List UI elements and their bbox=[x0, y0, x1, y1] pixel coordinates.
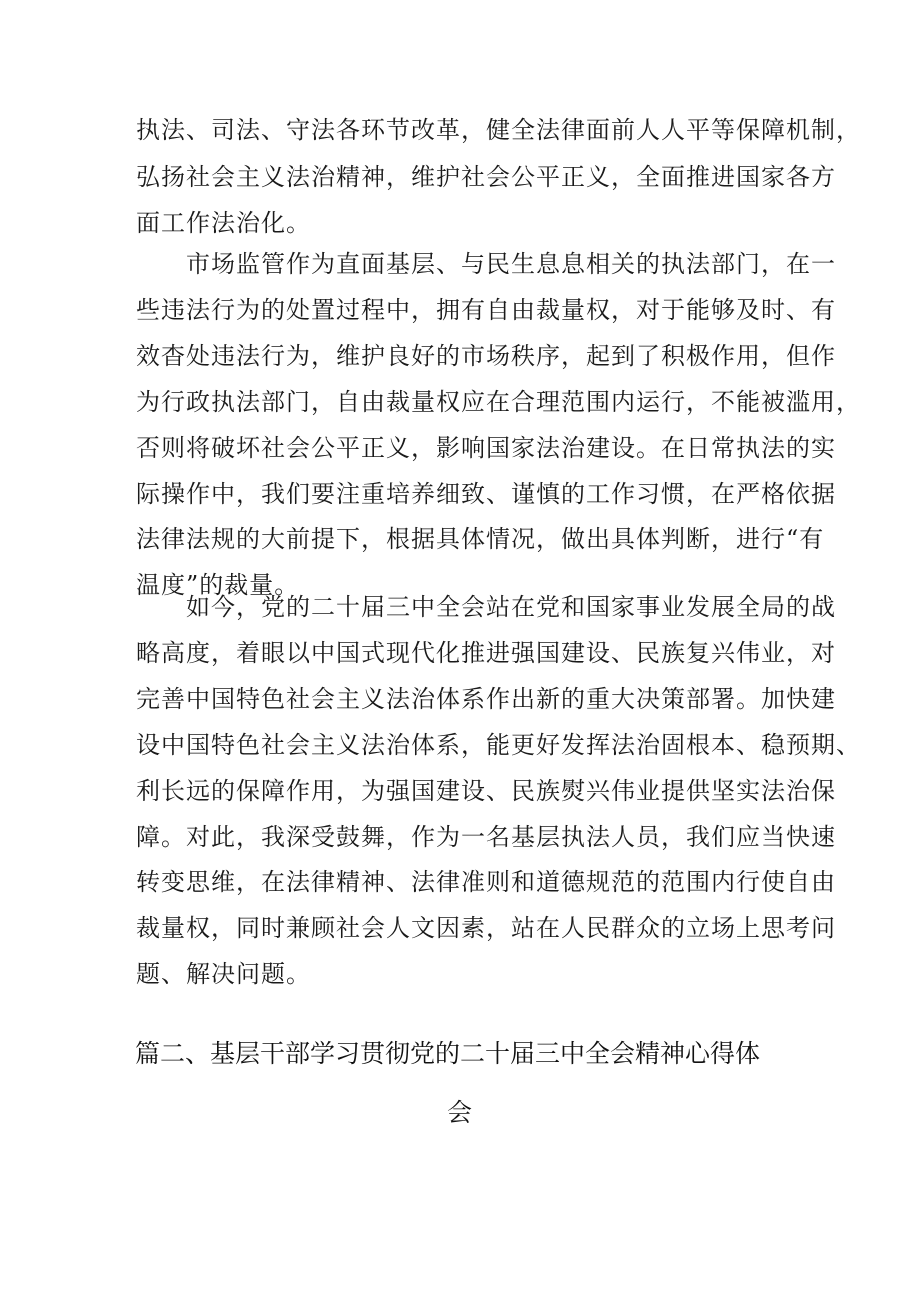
section-heading-line-1: 篇二、基层干部学习贯彻党的二十届三中全会精神心得体 bbox=[135, 1039, 761, 1068]
text-line: 完善中国特色社会主义法治体系作出新的重大决策部署。加快建 bbox=[136, 685, 836, 713]
text-line: 效杳处违法行为，维护良好的市场秩序，起到了积极作用，但作 bbox=[136, 342, 836, 370]
text-line: 否则将破坏社会公平正义，影响国家法治建设。在日常执法的实 bbox=[136, 434, 836, 462]
text-line: 执法、司法、守法各环节改革，健全法律面前人人平等保障机制， bbox=[136, 116, 861, 144]
text-line: 障。对此，我深受鼓舞，作为一名基层执法人员，我们应当快速 bbox=[136, 823, 836, 851]
text-line: 裁量权，同时兼顾社会人文因素，站在人民群众的立场上思考问 bbox=[136, 914, 836, 942]
text-line: 转变思维，在法律精神、法律准则和道德规范的范围内行使自由 bbox=[136, 868, 836, 896]
section-heading-line-2: 会 bbox=[447, 1098, 473, 1127]
text-line: 际操作中，我们要注重培养细致、谨慎的工作习惯，在严格依据 bbox=[136, 480, 836, 508]
text-line: 题、解决问题。 bbox=[136, 960, 311, 988]
text-line: 面工作法治化。 bbox=[136, 209, 311, 237]
text-line: 为行政执法部门，自由裁量权应在合理范围内运行，不能被滥用， bbox=[136, 388, 861, 416]
text-line: 略高度，着眼以中国式现代化推进强国建设、民族复兴伟业，对 bbox=[136, 639, 836, 667]
text-line: 法律法规的大前提下，根据具体情况，做出具体判断，进行“有 bbox=[136, 525, 825, 553]
text-line: 市场监管作为直面基层、与民生息息相关的执法部门，在一 bbox=[136, 250, 836, 278]
text-line: 温度”的裁量。 bbox=[136, 571, 300, 599]
text-line: 设中国特色社会主义法治体系，能更好发挥法治固根本、稳预期、 bbox=[136, 731, 861, 759]
text-line: 利长远的保障作用，为强国建设、民族熨兴伟业提供坚实法治保 bbox=[136, 777, 836, 805]
text-line: 如今，党的二十届三中全会站在党和国家事业发展全局的战 bbox=[136, 593, 836, 621]
text-line: 弘扬社会主义法治精神，维护社会公平正义，全面推进国家各方 bbox=[136, 163, 836, 191]
text-line: 些违法行为的处置过程中，拥有自由裁量权，对于能够及时、有 bbox=[136, 296, 836, 324]
